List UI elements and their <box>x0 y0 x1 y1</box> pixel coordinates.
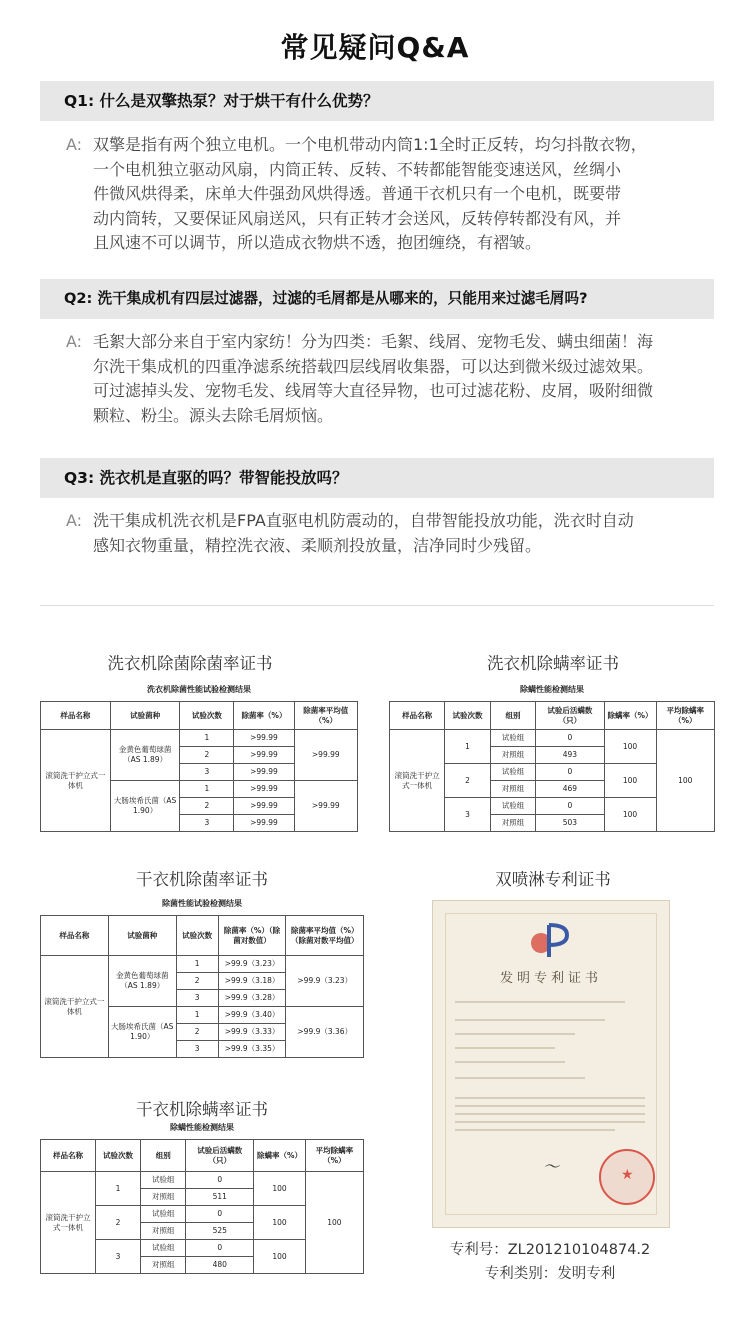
patent-text-line <box>455 1077 585 1079</box>
table-cell: >99.9（3.23） <box>218 956 286 973</box>
table-cell: 大肠埃希氏菌（AS 1.90） <box>108 1007 176 1058</box>
patent-text-line <box>455 1097 645 1099</box>
cert-title-dryer-mite: 干衣机除螨率证书 <box>136 1100 268 1119</box>
cert-washer-bacteria <box>40 684 358 832</box>
table-cell: 滚筒洗干护立式一体机 <box>41 1172 96 1274</box>
patent-type: 专利类别：发明专利 <box>484 1266 616 1282</box>
table-cell: 试验组 <box>490 798 536 815</box>
faq-question-3: Q3: 洗衣机是直驱的吗？带智能投放吗？ <box>40 458 714 498</box>
cert-title-patent: 双喷淋专利证书 <box>495 870 611 889</box>
table-cell: 试验组 <box>141 1206 186 1223</box>
cert-table <box>40 1139 364 1274</box>
table-cell: 0 <box>186 1172 254 1189</box>
table-cell: 2 <box>95 1206 140 1240</box>
faq-answer-2 <box>66 330 706 428</box>
faq-question-1: Q1: 什么是双擎热泵？对于烘干有什么优势？ <box>40 81 714 121</box>
table-header: 试验次数 <box>95 1140 140 1172</box>
cert-title-dryer-bacteria: 干衣机除菌率证书 <box>136 870 268 889</box>
table-cell: >99.9（3.28） <box>218 990 286 1007</box>
patent-text-line <box>455 1121 645 1123</box>
cert-table <box>40 915 364 1058</box>
table-header: 除螨率（%） <box>604 702 656 730</box>
table-cell: 480 <box>186 1257 254 1274</box>
table-header: 试验菌种 <box>108 916 176 956</box>
table-cell: >99.9（3.40） <box>218 1007 286 1024</box>
table-cell: 100 <box>254 1172 306 1206</box>
answer-line: 毛絮大部分来自于室内家纺！分为四类：毛絮、线屑、宠物毛发、螨虫细菌！海 <box>93 332 654 351</box>
table-cell: 2 <box>180 798 234 815</box>
answer-line: 洗干集成机洗衣机是FPA直驱电机防震动的，自带智能投放功能，洗衣时自动 <box>93 511 634 530</box>
table-cell: 滚筒洗干护立式一体机 <box>41 730 111 832</box>
table-header: 平均除螨率（%） <box>656 702 715 730</box>
table-caption: 除螨性能检测结果 <box>520 685 584 694</box>
table-header: 试验菌种 <box>110 702 180 730</box>
table-cell: 100 <box>604 798 656 832</box>
table-cell: 100 <box>254 1240 306 1274</box>
table-cell: 金黄色葡萄球菌（AS 1.89） <box>108 956 176 1007</box>
table-cell: 金黄色葡萄球菌（AS 1.89） <box>110 730 180 781</box>
table-header: 除菌率（%） <box>234 702 294 730</box>
patent-text-line <box>455 1019 605 1021</box>
table-cell: >99.99 <box>294 781 357 832</box>
table-header: 组别 <box>141 1140 186 1172</box>
table-cell: 对照组 <box>490 747 536 764</box>
table-cell: >99.99 <box>294 730 357 781</box>
table-caption: 除菌性能试验检测结果 <box>162 899 242 908</box>
table-cell: 3 <box>180 815 234 832</box>
table-cell: 525 <box>186 1223 254 1240</box>
patent-logo-icon <box>527 921 573 961</box>
table-cell: 2 <box>180 747 234 764</box>
patent-text-line <box>455 1129 615 1131</box>
table-cell: 3 <box>445 798 491 832</box>
faq-answer-1 <box>66 133 706 256</box>
table-header: 平均除螨率（%） <box>305 1140 363 1172</box>
table-cell: 0 <box>186 1206 254 1223</box>
table-cell: >99.99 <box>234 764 294 781</box>
table-cell: 对照组 <box>490 781 536 798</box>
table-cell: 试验组 <box>490 764 536 781</box>
table-cell: 3 <box>176 1041 218 1058</box>
table-cell: 试验组 <box>490 730 536 747</box>
patent-signature: 〜 <box>543 1157 560 1176</box>
table-cell: 对照组 <box>141 1257 186 1274</box>
table-caption: 洗衣机除菌性能试验检测结果 <box>147 685 251 694</box>
table-cell: >99.9（3.23） <box>286 956 364 1007</box>
table-cell: >99.9（3.36） <box>286 1007 364 1058</box>
table-cell: 试验组 <box>141 1240 186 1257</box>
answer-text <box>66 330 706 428</box>
answer-label: A: <box>66 135 83 154</box>
table-cell: 100 <box>254 1206 306 1240</box>
table-cell: 100 <box>656 730 715 832</box>
table-cell: 2 <box>445 764 491 798</box>
table-cell: 503 <box>536 815 604 832</box>
patent-text-line <box>455 1061 565 1063</box>
patent-text-line <box>455 1047 555 1049</box>
answer-line: 颗粒、粉尘。源头去除毛屑烦恼。 <box>93 405 334 425</box>
table-cell: >99.99 <box>234 798 294 815</box>
table-cell: >99.9（3.35） <box>218 1041 286 1058</box>
cert-dryer-bacteria <box>40 898 364 1058</box>
table-header: 试验次数 <box>176 916 218 956</box>
table-header: 除菌率平均值（%） <box>294 702 357 730</box>
table-cell: 2 <box>176 973 218 990</box>
table-cell: 100 <box>604 730 656 764</box>
table-cell: 1 <box>176 1007 218 1024</box>
table-cell: 3 <box>95 1240 140 1274</box>
table-header: 除菌率（%）（除菌对数值） <box>218 916 286 956</box>
table-cell: 100 <box>604 764 656 798</box>
table-header: 样品名称 <box>41 1140 96 1172</box>
table-cell: 3 <box>180 764 234 781</box>
table-header: 试验次数 <box>445 702 491 730</box>
patent-certificate-image <box>432 900 670 1228</box>
table-cell: >99.99 <box>234 730 294 747</box>
table-header: 试验次数 <box>180 702 234 730</box>
table-caption: 除螨性能检测结果 <box>170 1123 234 1132</box>
table-cell: >99.9（3.33） <box>218 1024 286 1041</box>
table-cell: 0 <box>186 1240 254 1257</box>
table-cell: 试验组 <box>141 1172 186 1189</box>
answer-line: 感知衣物重量，精控洗衣液、柔顺剂投放量，洁净同时少残留。 <box>93 535 542 555</box>
answer-line: 双擎是指有两个独立电机。一个电机带动内筒1:1全时正反转，均匀抖散衣物， <box>93 135 647 154</box>
cert-washer-mite <box>389 684 715 832</box>
table-cell: 2 <box>176 1024 218 1041</box>
table-header: 试验后活螨数（只） <box>186 1140 254 1172</box>
table-cell: 469 <box>536 781 604 798</box>
faq-answer-3 <box>66 509 706 558</box>
table-cell: 1 <box>180 781 234 798</box>
table-cell: 对照组 <box>141 1223 186 1240</box>
table-header: 试验后活螨数（只） <box>536 702 604 730</box>
table-header: 样品名称 <box>41 702 111 730</box>
table-header: 样品名称 <box>41 916 109 956</box>
table-header: 除菌率平均值（%）（除菌对数平均值） <box>286 916 364 956</box>
answer-line: 可过滤掉头发、宠物毛发、线屑等大直径异物，也可过滤花粉、皮屑，吸附细微 <box>93 381 654 400</box>
answer-line: 件微风烘得柔，床单大件强劲风烘得透。普通干衣机只有一个电机，既要带 <box>93 184 622 203</box>
table-cell: 0 <box>536 764 604 781</box>
answer-line: 且风速不可以调节，所以造成衣物烘不透，抱团缠绕，有褶皱。 <box>93 233 542 252</box>
table-cell: 对照组 <box>141 1189 186 1206</box>
answer-label: A: <box>66 332 83 351</box>
patent-text-line <box>455 1001 625 1003</box>
patent-seal-icon: ★ <box>599 1149 655 1205</box>
patent-number: 专利号：ZL201210104874.2 <box>449 1242 651 1258</box>
table-cell: 滚筒洗干护立式一体机 <box>41 956 109 1058</box>
cert-table <box>389 701 715 832</box>
table-header: 组别 <box>490 702 536 730</box>
table-cell: 1 <box>95 1172 140 1206</box>
table-cell: 滚筒洗干护立式一体机 <box>390 730 445 832</box>
table-cell: >99.9（3.18） <box>218 973 286 990</box>
cert-table <box>40 701 358 832</box>
answer-text <box>66 133 706 256</box>
patent-text-line <box>455 1113 645 1115</box>
table-cell: 对照组 <box>490 815 536 832</box>
table-header: 除螨率（%） <box>254 1140 306 1172</box>
cert-dryer-mite <box>40 1122 364 1274</box>
patent-text-line <box>455 1033 575 1035</box>
table-cell: 493 <box>536 747 604 764</box>
answer-text <box>66 509 706 558</box>
faq-question-2: Q2: 洗干集成机有四层过滤器，过滤的毛屑都是从哪来的，只能用来过滤毛屑吗? <box>40 279 714 319</box>
patent-doc-title: 发明专利证书 <box>499 971 602 986</box>
answer-line: 尔洗干集成机的四重净滤系统搭载四层线屑收集器，可以达到微米级过滤效果。 <box>93 356 654 376</box>
patent-text-line <box>455 1105 645 1107</box>
table-cell: 0 <box>536 730 604 747</box>
answer-line: 动内筒转，又要保证风扇送风，只有正转才会送风，反转停转都没有风，并 <box>93 208 622 228</box>
section-divider <box>40 605 714 606</box>
table-cell: 100 <box>305 1172 363 1274</box>
table-cell: 1 <box>176 956 218 973</box>
table-cell: 511 <box>186 1189 254 1206</box>
answer-label: A: <box>66 511 83 530</box>
table-cell: 1 <box>445 730 491 764</box>
table-header: 样品名称 <box>390 702 445 730</box>
table-cell: >99.99 <box>234 747 294 764</box>
cert-title-washer-mite: 洗衣机除螨率证书 <box>487 654 619 673</box>
table-cell: 大肠埃希氏菌（AS 1.90） <box>110 781 180 832</box>
table-cell: 3 <box>176 990 218 1007</box>
page-title: 常见疑问Q&A <box>280 31 470 64</box>
table-cell: >99.99 <box>234 781 294 798</box>
table-cell: >99.99 <box>234 815 294 832</box>
table-cell: 0 <box>536 798 604 815</box>
answer-line: 一个电机独立驱动风扇，内筒正转、反转、不转都能智能变速送风，丝绸小 <box>93 159 622 179</box>
cert-title-washer-bacteria: 洗衣机除菌除菌率证书 <box>107 654 273 673</box>
table-cell: 1 <box>180 730 234 747</box>
